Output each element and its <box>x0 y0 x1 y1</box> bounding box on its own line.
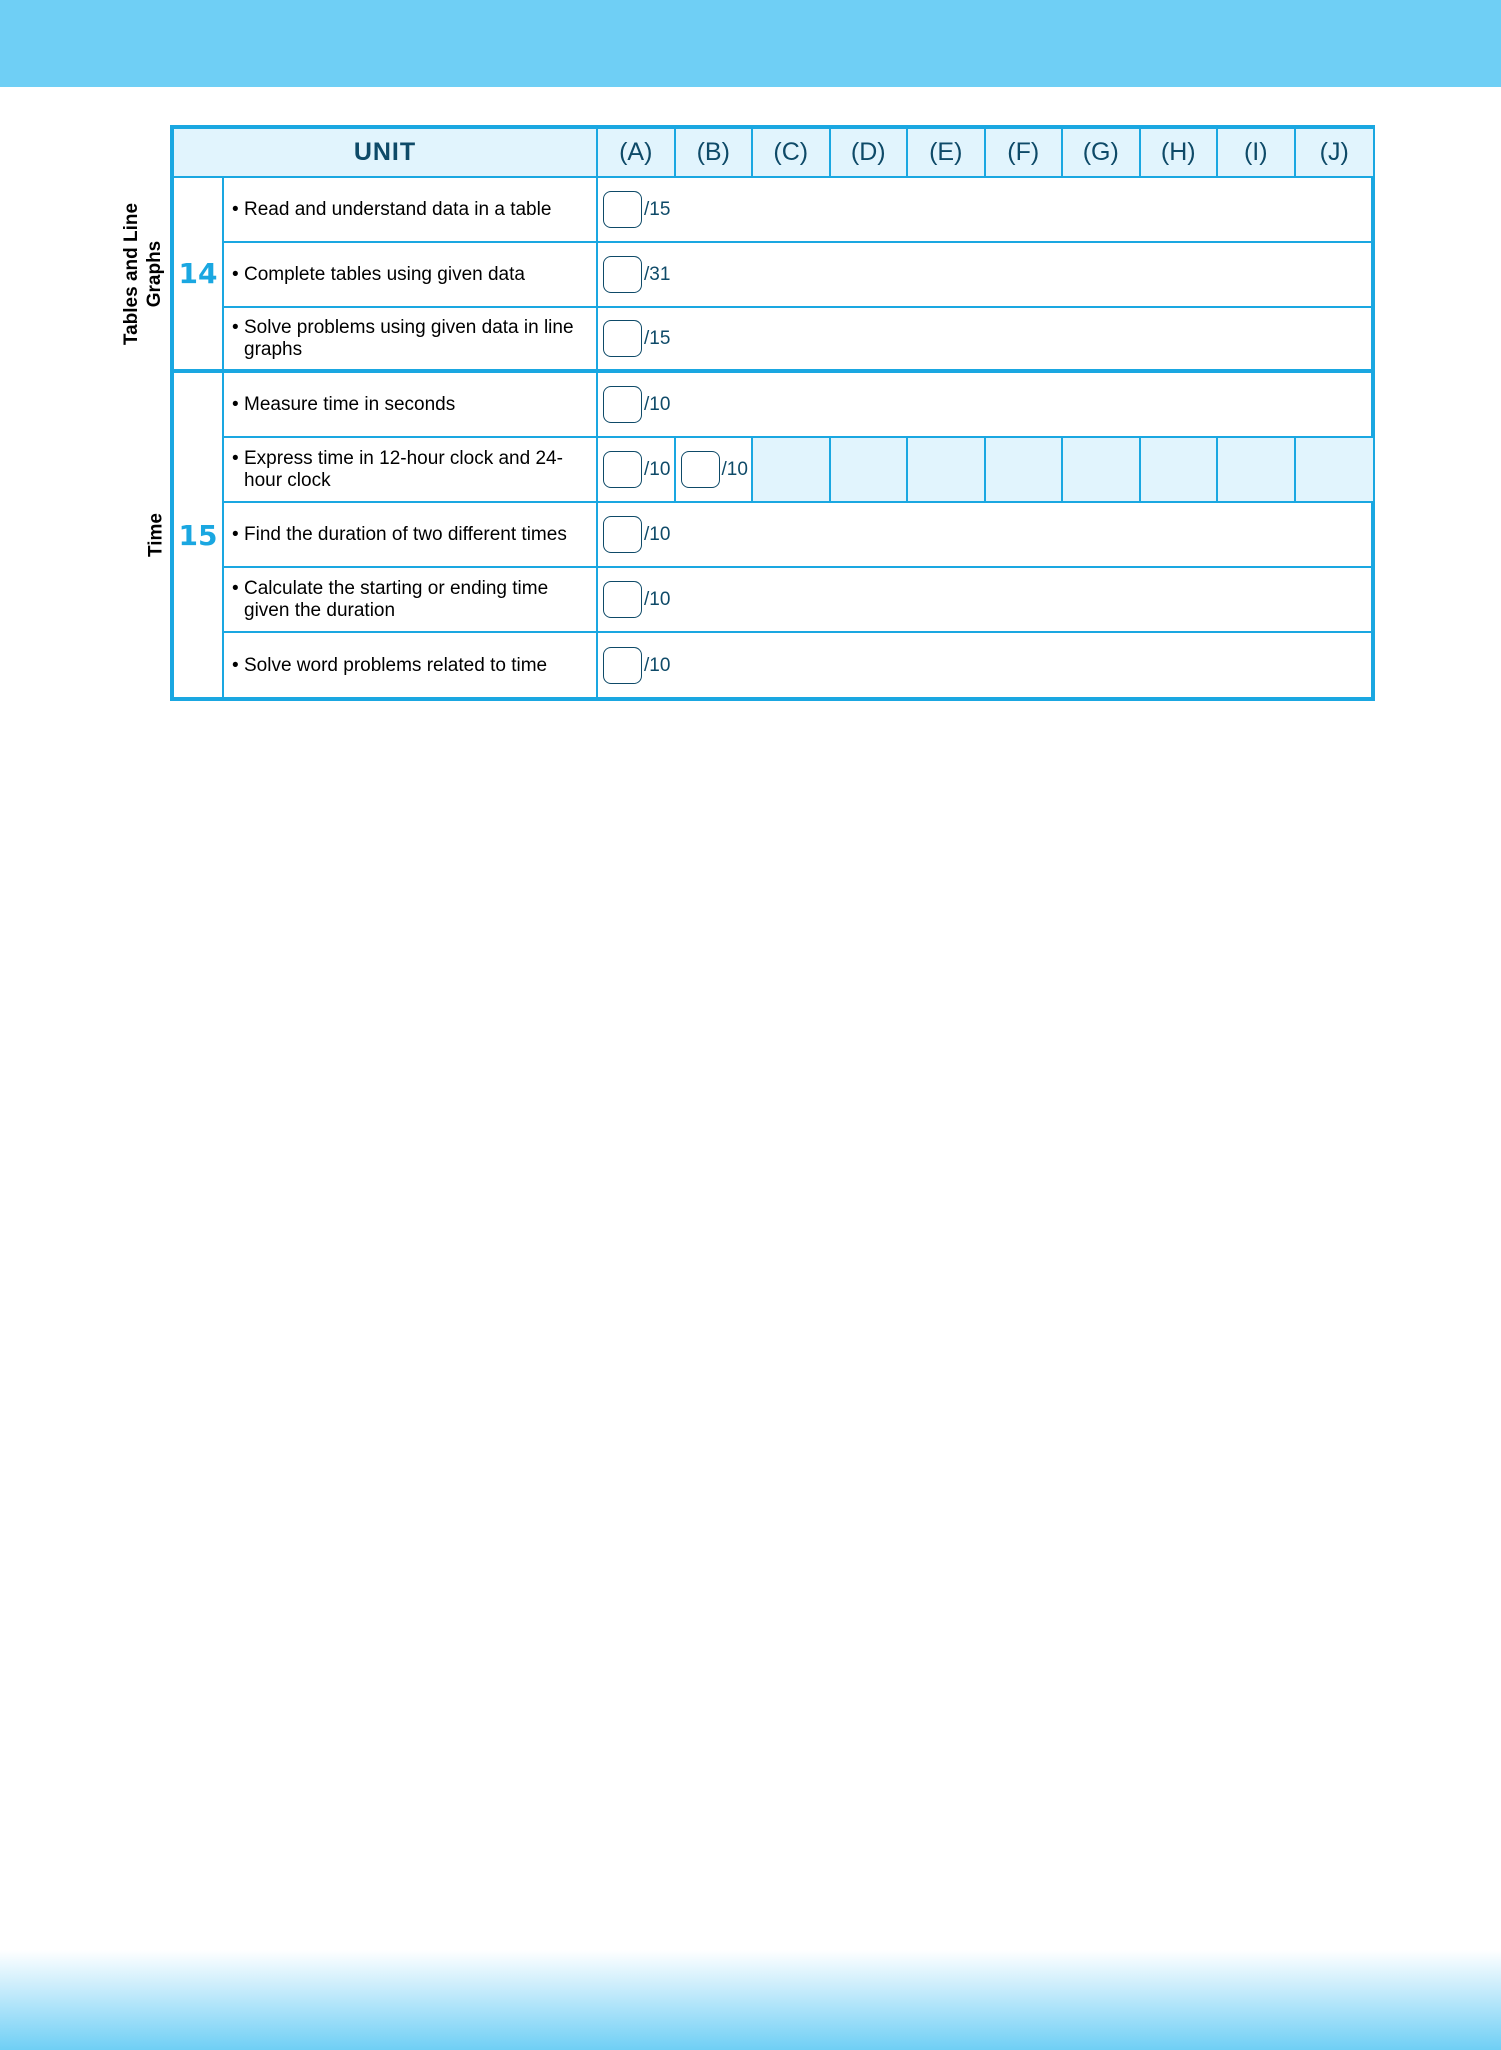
unit-number: 15 <box>174 373 224 698</box>
empty-cell <box>986 438 1064 503</box>
empty-cell <box>831 438 909 503</box>
score-input-box[interactable] <box>603 386 642 423</box>
skill-text: Find the duration of two different times <box>244 523 567 545</box>
skill-text: Read and understand data in a table <box>244 198 552 220</box>
skill-description <box>224 568 598 633</box>
bullet: • <box>232 198 239 220</box>
unit-column-header: UNIT <box>174 129 598 178</box>
column-header: (J) <box>1296 129 1374 178</box>
score-input-box[interactable] <box>603 451 642 488</box>
bullet: • <box>232 577 239 599</box>
score-cell <box>598 568 1373 633</box>
score-total: /10 <box>644 654 671 676</box>
column-header: (D) <box>831 129 909 178</box>
score-total: /10 <box>644 393 671 415</box>
bullet: • <box>232 263 239 285</box>
progress-table <box>170 125 1375 701</box>
score-input-box[interactable] <box>603 581 642 618</box>
bullet: • <box>232 523 239 545</box>
bullet: • <box>232 393 239 415</box>
unit-14-title <box>120 203 166 345</box>
score-input-box[interactable] <box>603 191 642 228</box>
skill-description <box>224 308 598 373</box>
score-cell <box>676 438 754 503</box>
skill-description <box>224 243 598 308</box>
score-cell <box>598 503 1373 568</box>
score-cell <box>598 178 1373 243</box>
score-cell <box>598 373 1373 438</box>
unit-14-title-line2: Graphs <box>144 240 165 308</box>
column-header: (H) <box>1141 129 1219 178</box>
score-total: /15 <box>644 198 671 220</box>
empty-cell <box>1218 438 1296 503</box>
unit-15-title <box>145 513 168 557</box>
score-input-box[interactable] <box>603 256 642 293</box>
bullet: • <box>232 316 239 338</box>
unit-14-title-line1: Tables and Line <box>121 202 142 346</box>
skill-text: Solve word problems related to time <box>244 654 548 676</box>
score-cell <box>598 633 1373 698</box>
unit-15-title-line1: Time <box>145 512 167 558</box>
empty-cell <box>1296 438 1374 503</box>
score-total: /10 <box>644 588 671 610</box>
unit-number: 14 <box>174 178 224 373</box>
bullet: • <box>232 447 239 469</box>
bullet: • <box>232 654 239 676</box>
empty-cell <box>1063 438 1141 503</box>
score-total: /15 <box>644 327 671 349</box>
column-header: (G) <box>1063 129 1141 178</box>
bottom-banner <box>0 1950 1501 2050</box>
score-input-box[interactable] <box>681 451 720 488</box>
score-cell <box>598 438 676 503</box>
score-input-box[interactable] <box>603 320 642 357</box>
skill-text: Solve problems using given data in line graphs <box>244 316 574 360</box>
column-header: (E) <box>908 129 986 178</box>
score-input-box[interactable] <box>603 516 642 553</box>
skill-text: Measure time in seconds <box>244 393 456 415</box>
column-header: (C) <box>753 129 831 178</box>
column-header: (B) <box>676 129 754 178</box>
skill-description <box>224 503 598 568</box>
column-header: (I) <box>1218 129 1296 178</box>
empty-cell <box>1141 438 1219 503</box>
score-total: /10 <box>644 523 671 545</box>
empty-cell <box>753 438 831 503</box>
score-cell <box>598 243 1373 308</box>
score-cell <box>598 308 1373 373</box>
score-total: /10 <box>644 458 671 480</box>
skill-description <box>224 373 598 438</box>
skill-description <box>224 178 598 243</box>
empty-cell <box>908 438 986 503</box>
skill-text: Calculate the starting or ending time given the duration <box>244 577 549 621</box>
score-input-box[interactable] <box>603 647 642 684</box>
skill-text: Express time in 12-hour clock and 24-hour clock <box>244 447 563 491</box>
score-total: /31 <box>644 263 671 285</box>
score-total: /10 <box>721 458 748 480</box>
skill-description <box>224 438 598 503</box>
skill-description <box>224 633 598 698</box>
column-header: (A) <box>598 129 676 178</box>
column-header: (F) <box>986 129 1064 178</box>
top-banner <box>0 0 1501 87</box>
skill-text: Complete tables using given data <box>244 263 525 285</box>
